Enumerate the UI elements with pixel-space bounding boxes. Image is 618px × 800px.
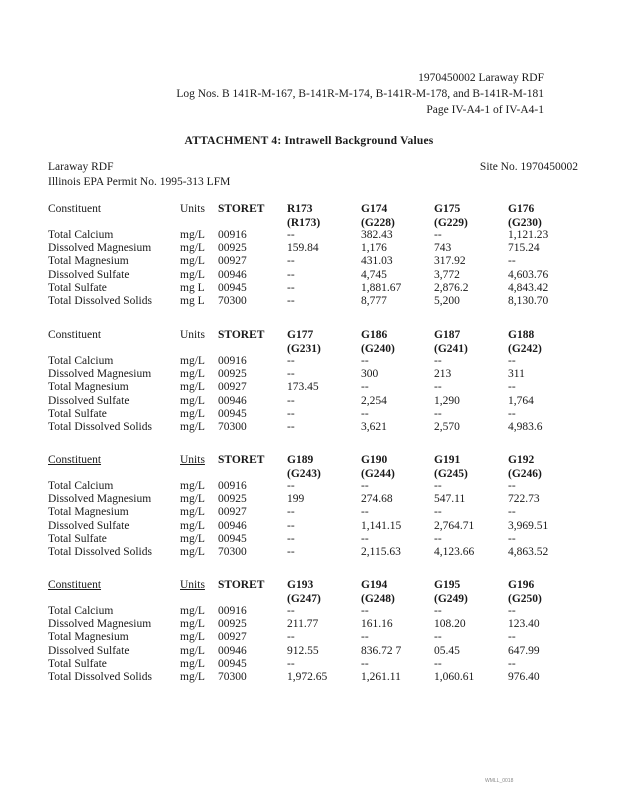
table-row	[48, 408, 588, 421]
value-cell: 3,969.51	[508, 519, 549, 532]
constituent-name: Total Dissolved Solids	[48, 670, 152, 683]
table-row	[48, 506, 588, 519]
value-cell: 3,772	[434, 268, 460, 281]
value-cell: --	[508, 631, 516, 644]
value-cell: 159.84	[287, 242, 319, 255]
data-block-2	[48, 329, 588, 434]
value-cell: 431.03	[361, 255, 393, 268]
value-cell: 976.40	[508, 670, 540, 683]
value-cell: --	[508, 657, 516, 670]
value-cell: --	[287, 229, 295, 241]
facility-name: Laraway RDF	[48, 161, 114, 173]
value-cell: --	[287, 420, 295, 433]
constituent-name: Total Sulfate	[48, 532, 107, 545]
table-row	[48, 242, 588, 255]
well-header	[361, 454, 395, 481]
value-cell: 4,745	[361, 268, 387, 281]
value-cell: --	[434, 229, 442, 241]
value-cell: --	[508, 355, 516, 367]
table-row	[48, 269, 588, 282]
table-row	[48, 282, 588, 295]
well-id: G174	[361, 203, 388, 215]
value-cell: 05.45	[434, 644, 460, 657]
value-cell: 715.24	[508, 242, 540, 255]
table-row	[48, 493, 588, 506]
table-row	[48, 480, 588, 493]
value-cell: 912.55	[287, 644, 319, 657]
data-block-3	[48, 454, 588, 559]
units-cell: mg/L	[180, 657, 205, 670]
value-cell: 108.20	[434, 618, 466, 631]
value-cell: 161.16	[361, 618, 393, 631]
value-cell: 8,777	[361, 294, 387, 307]
well-header	[361, 203, 395, 230]
well-alt-id: (G240)	[361, 342, 395, 355]
storet-code: 00946	[218, 268, 247, 281]
storet-code: 00925	[218, 242, 247, 255]
value-cell: 4,603.76	[508, 268, 549, 281]
document-stamp: WMLL_0018	[485, 778, 514, 784]
constituent-name: Total Magnesium	[48, 255, 129, 268]
table-row	[48, 229, 588, 242]
well-id: G176	[508, 203, 535, 215]
well-alt-id: (G231)	[287, 342, 321, 355]
well-id: G194	[361, 579, 388, 591]
storet-header: STORET	[218, 203, 265, 215]
value-cell: --	[287, 519, 295, 532]
value-cell: --	[508, 255, 516, 268]
units-cell: mg/L	[180, 480, 205, 492]
value-cell: --	[434, 631, 442, 644]
value-cell: --	[508, 381, 516, 394]
value-cell: --	[287, 368, 295, 381]
data-block-4	[48, 579, 588, 684]
value-cell: --	[361, 532, 369, 545]
table-row	[48, 631, 588, 644]
constituent-name: Total Calcium	[48, 355, 114, 367]
value-cell: --	[434, 605, 442, 617]
value-cell: 1,261.11	[361, 670, 401, 683]
value-cell: --	[287, 631, 295, 644]
header-log-id: 1970450002 Laraway RDF	[418, 72, 544, 84]
value-cell: 274.68	[361, 493, 393, 506]
table-header-row	[48, 203, 588, 229]
units-cell: mg/L	[180, 631, 205, 644]
constituent-header: Constituent	[48, 203, 102, 215]
value-cell: --	[508, 407, 516, 420]
value-cell: 1,881.67	[361, 281, 402, 294]
value-cell: --	[287, 294, 295, 307]
well-alt-id: (G230)	[508, 216, 542, 229]
storet-code: 70300	[218, 420, 247, 433]
value-cell: --	[508, 605, 516, 617]
value-cell: --	[434, 381, 442, 394]
well-header	[434, 579, 468, 606]
storet-code: 00946	[218, 519, 247, 532]
units-cell: mg/L	[180, 407, 205, 420]
well-alt-id: (G245)	[434, 467, 468, 480]
well-header	[361, 329, 395, 356]
value-cell: --	[361, 407, 369, 420]
value-cell: --	[287, 281, 295, 294]
storet-code: 00927	[218, 631, 247, 644]
value-cell: --	[287, 506, 295, 519]
value-cell: 722.73	[508, 493, 540, 506]
well-id: G193	[287, 579, 314, 591]
well-alt-id: (G250)	[508, 592, 542, 605]
well-id: G186	[361, 329, 388, 341]
well-header	[361, 579, 395, 606]
units-cell: mg/L	[180, 420, 205, 433]
storet-code: 00927	[218, 381, 247, 394]
storet-code: 70300	[218, 545, 247, 558]
well-header	[287, 454, 321, 481]
value-cell: 317.92	[434, 255, 466, 268]
value-cell: 1,060.61	[434, 670, 475, 683]
table-header-row	[48, 329, 588, 355]
constituent-name: Total Magnesium	[48, 631, 129, 644]
data-block-1	[48, 203, 588, 308]
constituent-name: Total Calcium	[48, 480, 114, 492]
storet-code: 00946	[218, 394, 247, 407]
value-cell: --	[434, 407, 442, 420]
value-cell: --	[361, 605, 369, 617]
well-header	[287, 203, 320, 230]
value-cell: --	[434, 355, 442, 367]
value-cell: 311	[508, 368, 525, 381]
table-row	[48, 618, 588, 631]
well-id: G190	[361, 454, 388, 466]
storet-header: STORET	[218, 579, 265, 591]
constituent-name: Dissolved Sulfate	[48, 519, 130, 532]
table-row	[48, 671, 588, 684]
constituent-name: Total Calcium	[48, 605, 114, 617]
storet-code: 00916	[218, 355, 247, 367]
value-cell: --	[287, 605, 295, 617]
constituent-name: Dissolved Magnesium	[48, 493, 152, 506]
well-header	[287, 329, 321, 356]
well-alt-id: (G246)	[508, 467, 542, 480]
value-cell: --	[361, 506, 369, 519]
site-number: Site No. 1970450002	[479, 161, 578, 173]
value-cell: 123.40	[508, 618, 540, 631]
value-cell: 382.43	[361, 229, 393, 241]
value-cell: --	[361, 355, 369, 367]
value-cell: --	[361, 631, 369, 644]
units-cell: mg/L	[180, 644, 205, 657]
table-row	[48, 421, 588, 434]
value-cell: 4,863.52	[508, 545, 549, 558]
units-cell: mg/L	[180, 394, 205, 407]
page-title: ATTACHMENT 4: Intrawell Background Values	[184, 135, 434, 147]
well-alt-id: (G228)	[361, 216, 395, 229]
table-row	[48, 355, 588, 368]
table-row	[48, 381, 588, 394]
value-cell: --	[287, 394, 295, 407]
table-row	[48, 645, 588, 658]
value-cell: --	[508, 532, 516, 545]
value-cell: --	[287, 355, 295, 367]
value-cell: 1,972.65	[287, 670, 328, 683]
well-alt-id: (G229)	[434, 216, 468, 229]
constituent-name: Total Sulfate	[48, 281, 107, 294]
storet-code: 00927	[218, 255, 247, 268]
units-cell: mg/L	[180, 670, 205, 683]
storet-code: 70300	[218, 294, 247, 307]
units-cell: mg/L	[180, 605, 205, 617]
well-header	[508, 329, 542, 356]
value-cell: --	[287, 532, 295, 545]
value-cell: 5,200	[434, 294, 460, 307]
units-cell: mg/L	[180, 506, 205, 519]
storet-code: 00916	[218, 229, 247, 241]
units-cell: mg/L	[180, 532, 205, 545]
value-cell: --	[361, 381, 369, 394]
units-cell: mg/L	[180, 355, 205, 367]
value-cell: 2,115.63	[361, 545, 401, 558]
constituent-name: Dissolved Magnesium	[48, 368, 152, 381]
well-alt-id: (R173)	[287, 216, 321, 229]
storet-code: 00945	[218, 407, 247, 420]
constituent-header: Constituent	[48, 329, 102, 341]
value-cell: 647.99	[508, 644, 540, 657]
value-cell: 4,843.42	[508, 281, 549, 294]
well-alt-id: (G242)	[508, 342, 542, 355]
storet-header: STORET	[218, 454, 265, 466]
value-cell: 1,764	[508, 394, 534, 407]
value-cell: 836.72 7	[361, 644, 402, 657]
well-id: G196	[508, 579, 535, 591]
units-header: Units	[180, 579, 205, 591]
value-cell: --	[287, 545, 295, 558]
table-row	[48, 533, 588, 546]
table-row	[48, 295, 588, 308]
constituent-name: Dissolved Magnesium	[48, 242, 152, 255]
storet-code: 00925	[218, 493, 247, 506]
well-header	[434, 329, 468, 356]
storet-header: STORET	[218, 329, 265, 341]
units-header: Units	[180, 203, 205, 215]
value-cell: --	[287, 657, 295, 670]
units-cell: mg/L	[180, 519, 205, 532]
units-cell: mg/L	[180, 545, 205, 558]
value-cell: --	[508, 506, 516, 519]
units-cell: mg/L	[180, 618, 205, 631]
value-cell: 211.77	[287, 618, 319, 631]
units-cell: mg L	[180, 281, 205, 294]
value-cell: --	[434, 480, 442, 492]
storet-code: 00946	[218, 644, 247, 657]
value-cell: 1,290	[434, 394, 460, 407]
table-header-row	[48, 454, 588, 480]
header-log-numbers: Log Nos. B 141R-M-167, B-141R-M-174, B-141R-M-178, and B-141R-M-181	[176, 88, 544, 100]
value-cell: --	[361, 657, 369, 670]
units-cell: mg/L	[180, 268, 205, 281]
constituent-name: Total Sulfate	[48, 407, 107, 420]
well-header	[508, 454, 542, 481]
value-cell: 4,123.66	[434, 545, 475, 558]
constituent-name: Total Calcium	[48, 229, 114, 241]
storet-code: 00916	[218, 605, 247, 617]
well-header	[508, 579, 542, 606]
constituent-name: Dissolved Sulfate	[48, 268, 130, 281]
storet-code: 00925	[218, 618, 247, 631]
value-cell: --	[434, 532, 442, 545]
table-row	[48, 658, 588, 671]
well-id: G195	[434, 579, 461, 591]
value-cell: 300	[361, 368, 379, 381]
table-row	[48, 605, 588, 618]
value-cell: 2,570	[434, 420, 460, 433]
value-cell: 2,876.2	[434, 281, 469, 294]
well-id: G192	[508, 454, 535, 466]
value-cell: --	[287, 255, 295, 268]
units-header: Units	[180, 454, 205, 466]
storet-code: 00945	[218, 281, 247, 294]
storet-code: 00927	[218, 506, 247, 519]
constituent-name: Dissolved Sulfate	[48, 394, 130, 407]
units-cell: mg/L	[180, 381, 205, 394]
value-cell: 199	[287, 493, 305, 506]
constituent-header: Constituent	[48, 454, 102, 466]
well-alt-id: (G241)	[434, 342, 468, 355]
value-cell: 8,130.70	[508, 294, 549, 307]
value-cell: --	[287, 407, 295, 420]
units-cell: mg/L	[180, 242, 205, 255]
value-cell: 4,983.6	[508, 420, 543, 433]
value-cell: --	[287, 268, 295, 281]
well-id: G177	[287, 329, 314, 341]
constituent-name: Dissolved Sulfate	[48, 644, 130, 657]
table-row	[48, 368, 588, 381]
value-cell: 1,141.15	[361, 519, 402, 532]
value-cell: 3,621	[361, 420, 387, 433]
constituent-name: Total Sulfate	[48, 657, 107, 670]
table-header-row	[48, 579, 588, 605]
constituent-name: Total Dissolved Solids	[48, 545, 152, 558]
well-id: G189	[287, 454, 314, 466]
well-id: G188	[508, 329, 535, 341]
well-id: R173	[287, 203, 313, 215]
constituent-name: Total Dissolved Solids	[48, 294, 152, 307]
value-cell: --	[287, 480, 295, 492]
value-cell: 173.45	[287, 381, 319, 394]
storet-code: 70300	[218, 670, 247, 683]
value-cell: --	[434, 506, 442, 519]
well-id: G175	[434, 203, 461, 215]
value-cell: --	[361, 480, 369, 492]
well-alt-id: (G248)	[361, 592, 395, 605]
value-cell: 1,176	[361, 242, 387, 255]
units-header: Units	[180, 329, 205, 341]
storet-code: 00925	[218, 368, 247, 381]
units-cell: mg/L	[180, 255, 205, 268]
storet-code: 00916	[218, 480, 247, 492]
units-cell: mg/L	[180, 229, 205, 241]
well-id: G187	[434, 329, 461, 341]
value-cell: 2,764.71	[434, 519, 475, 532]
constituent-name: Total Dissolved Solids	[48, 420, 152, 433]
well-alt-id: (G244)	[361, 467, 395, 480]
table-row	[48, 395, 588, 408]
constituent-header: Constituent	[48, 579, 102, 591]
well-header	[434, 203, 468, 230]
value-cell: 1,121.23	[508, 229, 549, 241]
storet-code: 00945	[218, 532, 247, 545]
storet-code: 00945	[218, 657, 247, 670]
units-cell: mg L	[180, 294, 205, 307]
well-alt-id: (G243)	[287, 467, 321, 480]
value-cell: 743	[434, 242, 452, 255]
table-row	[48, 546, 588, 559]
constituent-name: Total Magnesium	[48, 506, 129, 519]
well-header	[287, 579, 321, 606]
constituent-name: Total Magnesium	[48, 381, 129, 394]
value-cell: --	[434, 657, 442, 670]
units-cell: mg/L	[180, 493, 205, 506]
table-row	[48, 520, 588, 533]
well-header	[434, 454, 468, 481]
well-alt-id: (G249)	[434, 592, 468, 605]
header-page-number: Page IV-A4-1 of IV-A4-1	[426, 104, 544, 116]
value-cell: --	[508, 480, 516, 492]
value-cell: 547.11	[434, 493, 466, 506]
permit-number: Illinois EPA Permit No. 1995-313 LFM	[48, 176, 231, 188]
well-id: G191	[434, 454, 461, 466]
well-header	[508, 203, 542, 230]
table-row	[48, 255, 588, 268]
value-cell: 2,254	[361, 394, 387, 407]
well-alt-id: (G247)	[287, 592, 321, 605]
units-cell: mg/L	[180, 368, 205, 381]
value-cell: 213	[434, 368, 452, 381]
constituent-name: Dissolved Magnesium	[48, 618, 152, 631]
